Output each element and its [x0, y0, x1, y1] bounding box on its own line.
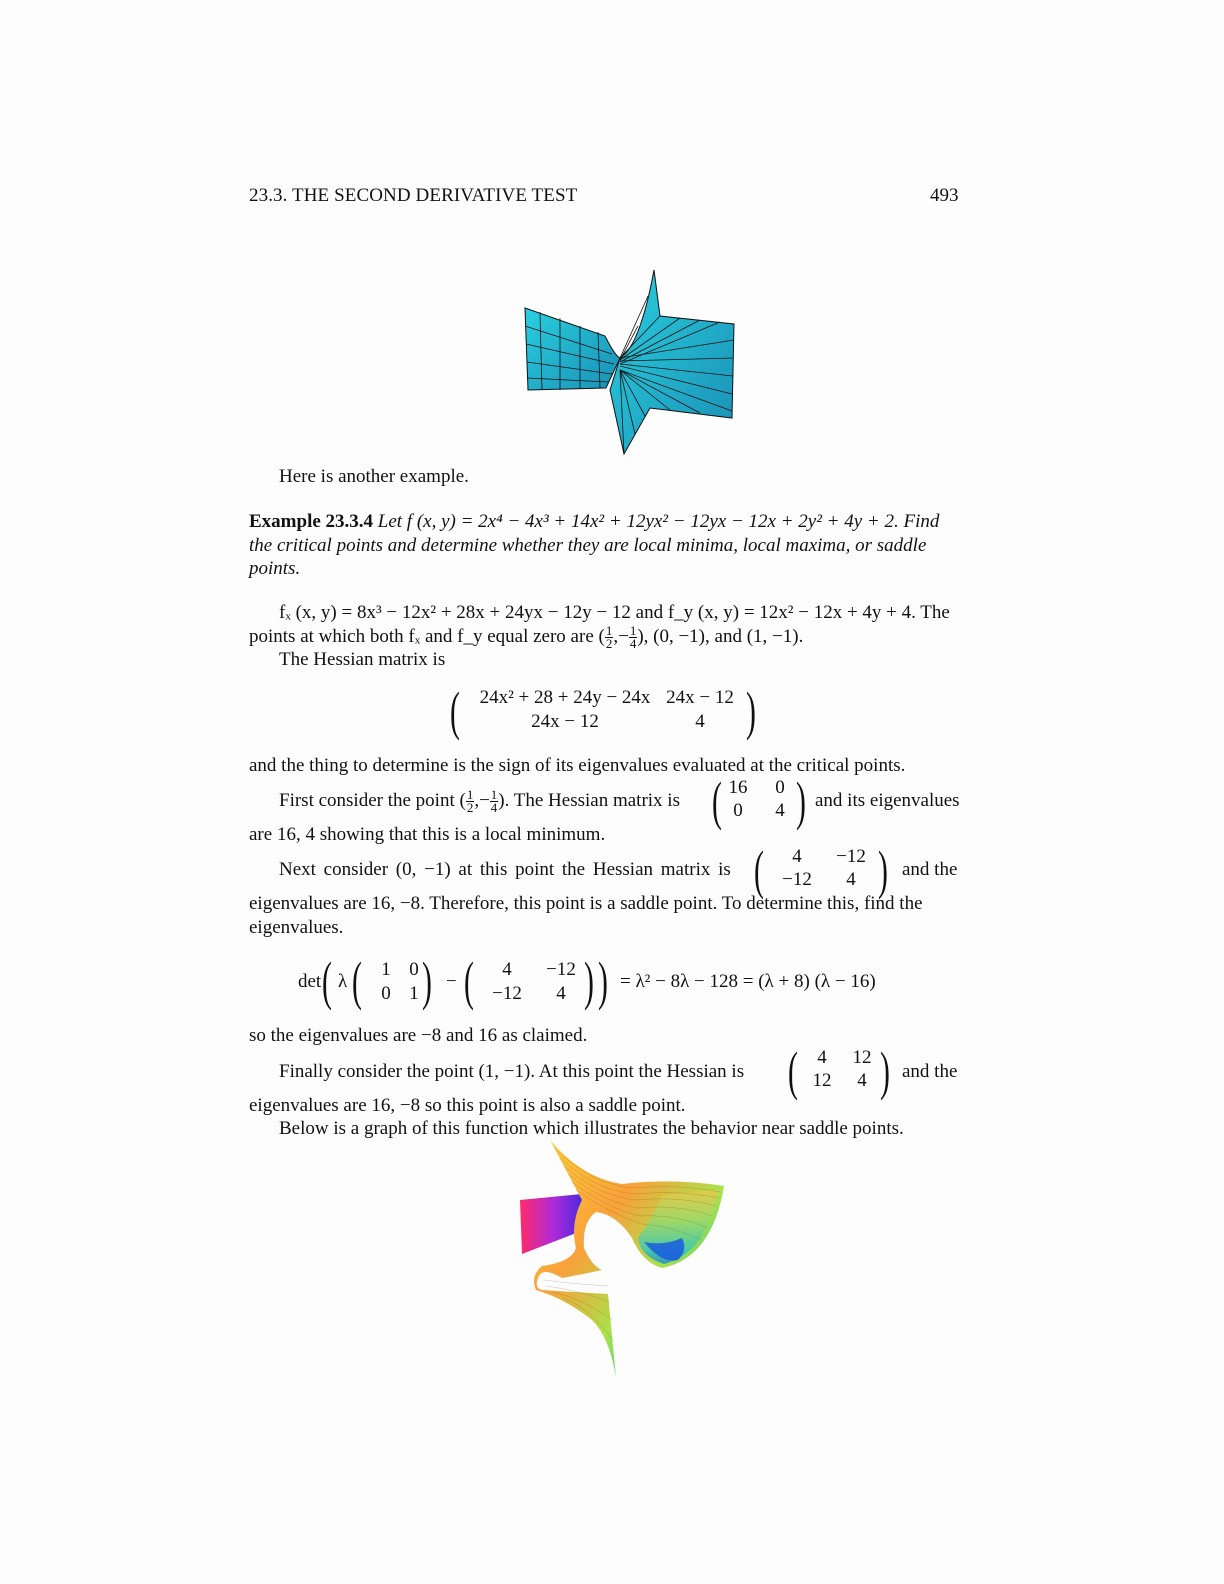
point2-line3: eigenvalues.: [249, 917, 344, 938]
point2-line: Next consider (0, −1) at this point the Hessian matrix is: [279, 859, 731, 880]
example-function: Let f (x, y) = 2x⁴ − 4x³ + 14x² + 12yx² − 12yx − 12x + 2y² + 4y + 2.: [377, 511, 899, 532]
example-statement-line3: points.: [249, 558, 301, 579]
point2-line2: eigenvalues are 16, −8. Therefore, this point is a saddle point. To determine this, find the: [249, 893, 923, 914]
wireframe-surface-figure: [520, 266, 740, 458]
partial-derivatives: fₓ (x, y) = 8x³ − 12x² + 28x + 24yx − 12y − 12 and f_y (x, y) = 12x² − 12x + 4y + 4. The: [279, 602, 950, 623]
point2-matrix: ( 4 −12 −12 4 ): [754, 840, 888, 900]
point3-matrix: ( 4 12 12 4 ): [788, 1041, 890, 1101]
surface-plot-bottom: [512, 1138, 732, 1380]
claim-text: so the eigenvalues are −8 and 16 as claimed.: [249, 1025, 588, 1046]
example-statement-line2: the critical points and determine whether they are local minima, local maxima, or saddle: [249, 535, 927, 556]
intro-text: Here is another example.: [279, 466, 469, 487]
left-paren: (: [450, 681, 460, 741]
hessian-a22: 4: [695, 711, 705, 732]
hessian-matrix: [450, 680, 770, 740]
point1-line2: are 16, 4 showing that this is a local minimum.: [249, 824, 606, 845]
example-find: Find: [903, 511, 940, 532]
hessian-intro: The Hessian matrix is: [279, 649, 446, 670]
after-hessian-text: and the thing to determine is the sign of its eigenvalues evaluated at the critical points.: [249, 755, 906, 776]
determinant-equation: det ( λ ( 1 0 0 1 ) − ( 4 −12 −12 4 ) ) = λ² − 8λ − 128 = (λ + 8) (λ − 16): [298, 951, 876, 1011]
point1-end: and its eigenvalues: [815, 790, 960, 811]
point2-end: and the: [902, 859, 958, 880]
point1-matrix: ( 16 0 0 4 ): [712, 771, 806, 831]
running-header: 23.3. THE SECOND DERIVATIVE TEST: [249, 185, 578, 206]
example-label: Example 23.3.4: [249, 511, 374, 532]
closing-text: Below is a graph of this function which illustrates the behavior near saddle points.: [279, 1118, 904, 1139]
rainbow-surface-figure: [512, 1138, 732, 1380]
critical-points-line: points at which both fₓ and f_y equal zero are ( $\frac{1}{2}$ ,− $\frac{1}{4}$ ), (0, −1), and (1, −1).: [249, 623, 804, 652]
point3-line: Finally consider the point (1, −1). At this point the Hessian is: [279, 1061, 745, 1082]
hessian-a21: 24x − 12: [531, 711, 599, 732]
hessian-a12: 24x − 12: [666, 687, 734, 708]
point3-end: and the: [902, 1061, 958, 1082]
point1-line: First consider the point ( $\frac{1}{2}$ ,− $\frac{1}{4}$ ). The Hessian matrix is: [279, 787, 680, 816]
point3-line2: eigenvalues are 16, −8 so this point is also a saddle point.: [249, 1095, 686, 1116]
example-statement-line1: [249, 510, 939, 534]
page-number: 493: [930, 185, 959, 206]
hessian-a11: 24x² + 28 + 24y − 24x: [479, 687, 651, 708]
right-paren: ): [746, 681, 756, 741]
surface-plot-top: [520, 266, 740, 458]
